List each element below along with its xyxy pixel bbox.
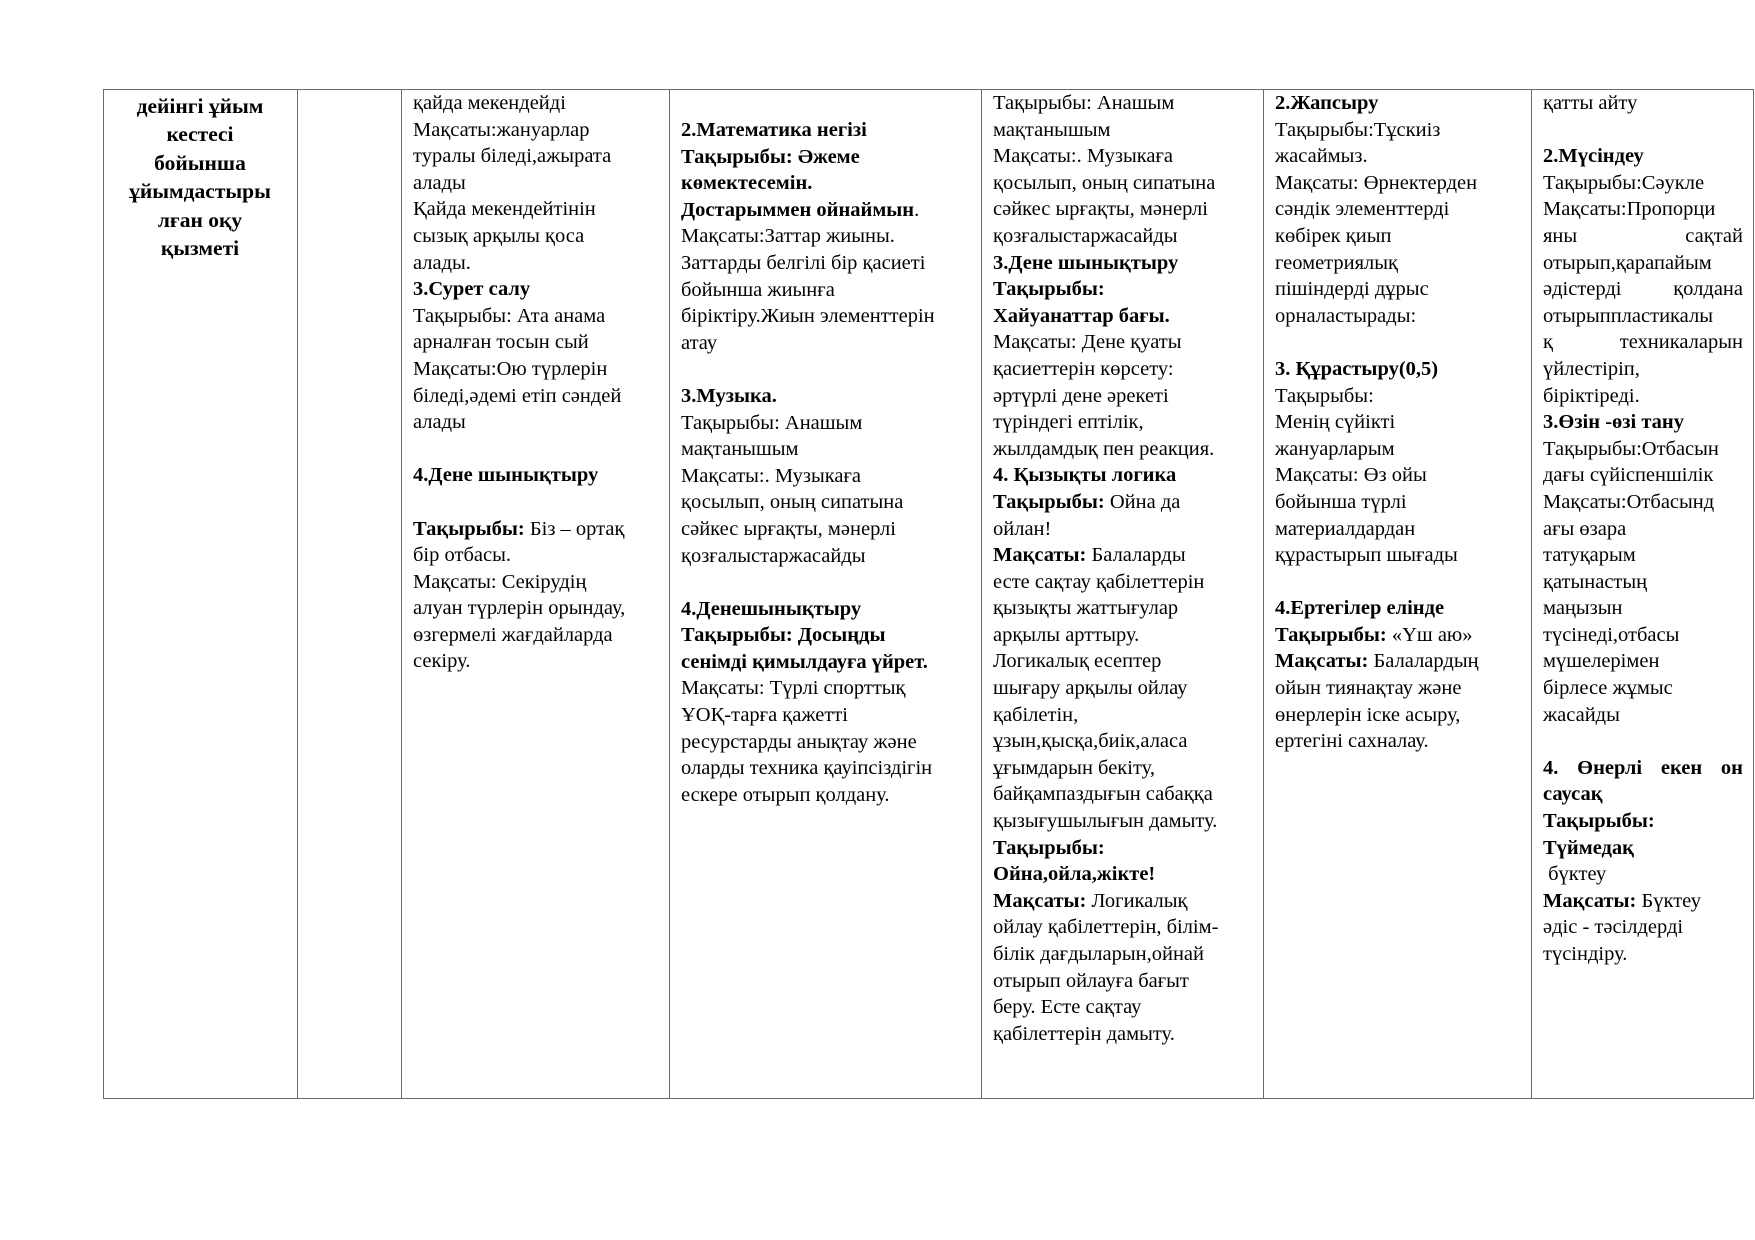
section-heading: 3.Өзін -өзі тану: [1543, 411, 1684, 434]
column-monday: [401, 90, 669, 1098]
column-empty: [297, 90, 401, 1098]
text-line: ескере отырып қолдану.: [681, 783, 890, 806]
text-line: Мақсаты: Дене қуаты: [993, 331, 1182, 354]
text-line: Тақырыбы:: [993, 278, 1105, 301]
section-heading: 2.Математика негізі: [681, 119, 867, 141]
monday-cell: [413, 90, 663, 675]
section-heading: 3.Музыка.: [681, 384, 777, 407]
text-line: Менің сүйікті: [1275, 411, 1396, 434]
text-line: алады: [413, 171, 466, 194]
text-line: Тақырыбы:: [1275, 384, 1374, 407]
text-line: яны сақтай: [1543, 224, 1743, 247]
text-line: Тақырыбы:: [993, 836, 1105, 859]
text-line: Ойна,ойла,жікте!: [993, 863, 1156, 886]
text-line: сызық арқылы қоса: [413, 224, 585, 247]
text-line: материалдардан: [1275, 517, 1416, 540]
text-line: отырып,қарапайым: [1543, 251, 1712, 274]
text-line: Түймедақ: [1543, 836, 1634, 859]
text-line: Мақсаты: Секірудің: [413, 570, 587, 593]
text-line: мақтанышым: [993, 118, 1111, 141]
text-line: ресурстарды анықтау және: [681, 730, 917, 753]
text-line: арналған тосын сый: [413, 331, 589, 354]
text-line: қайда мекендейді: [413, 92, 566, 114]
text-line: ойын тиянақтау және: [1275, 677, 1462, 700]
text-line: пішіндерді дұрыс: [1275, 278, 1429, 301]
text-line: Мақсаты:Заттар жиыны.: [681, 225, 895, 248]
text-line: қызығушылығын дамыту.: [993, 810, 1218, 833]
text-line: қатты айту: [1543, 92, 1638, 114]
text-line: түсіндіру.: [1543, 943, 1628, 965]
wednesday-cell: [993, 90, 1259, 1047]
text-line: арқылы арттыру.: [993, 623, 1140, 646]
text-line: Тақырыбы:Отбасын: [1543, 437, 1719, 460]
text-line: ұзын,қысқа,биік,аласа: [993, 730, 1188, 753]
text-line: түсінеді,отбасы: [1543, 623, 1680, 646]
text-line: алады: [413, 411, 466, 434]
text-line: өзгермелі жағдайларда: [413, 623, 613, 646]
text-line: дағы сүйіспеншілік: [1543, 464, 1714, 487]
text-line: біріктіреді.: [1543, 384, 1640, 407]
column-wednesday: [981, 90, 1263, 1098]
text-line: мақтанышым: [681, 438, 799, 461]
text-line: Тақырыбы:Тұскиіз: [1275, 118, 1441, 141]
text-line: Мақсаты: Өз ойы: [1275, 464, 1427, 487]
text-line: Мақсаты: Түрлі спорттық: [681, 677, 906, 700]
text-line: бүктеу: [1543, 863, 1607, 886]
text-line: есте сақтау қабілеттерін: [993, 570, 1205, 593]
text-line: саусақ: [1543, 783, 1603, 806]
text-line: өнерлерін іске асыру,: [1275, 703, 1461, 726]
text-line: қабілеттерін дамыту.: [993, 1022, 1175, 1045]
text-line: Мақсаты:жануарлар: [413, 118, 590, 141]
text-line: Мақсаты:Пропорци: [1543, 198, 1716, 221]
schedule-table: [103, 89, 1754, 1099]
text-line: Мақсаты:. Музыкаға: [993, 145, 1173, 168]
section-heading: 3.Сурет салу: [413, 278, 531, 301]
text-line: Мақсаты: Логикалық: [993, 889, 1188, 912]
text-line: Мақсаты:. Музыкаға: [681, 464, 861, 487]
text-line: Достарыммен ойнаймын.: [681, 198, 920, 221]
section-heading: 3.Дене шынықтыру: [993, 251, 1179, 274]
text-line: жасаймыз.: [1275, 145, 1368, 168]
text-line: Мақсаты:Ою түрлерін: [413, 357, 608, 380]
text-line: Мақсаты: Өрнектерден: [1275, 171, 1478, 194]
column-thursday: [1263, 90, 1531, 1098]
text-line: Мақсаты:Отбасынд: [1543, 490, 1715, 513]
text-line: Тақырыбы: Анашым: [681, 411, 863, 434]
text-line: сенімді қимылдауға үйрет.: [681, 650, 928, 673]
section-heading: 2.Мүсіндеу: [1543, 145, 1644, 168]
text-line: сәйкес ырғақты, мәнерлі: [681, 517, 896, 540]
text-line: маңызын: [1543, 597, 1623, 620]
text-line: біледі,әдемі етіп сәндей: [413, 384, 622, 407]
section-heading: 4.Денешынықтыру: [681, 597, 862, 620]
text-line: қатынастың: [1543, 570, 1648, 593]
text-line: түріндегі ептілік,: [993, 411, 1144, 434]
text-line: Мақсаты: Балаларды: [993, 544, 1186, 567]
text-line: қызықты жаттығулар: [993, 597, 1179, 620]
text-line: ҰОҚ-тарға қажетті: [681, 704, 848, 727]
text-line: отырыппластикалы: [1543, 304, 1713, 327]
text-line: көмектесемін.: [681, 172, 813, 195]
column-friday: [1531, 90, 1753, 1098]
text-line: жасайды: [1543, 703, 1620, 726]
text-line: Хайуанаттар бағы.: [993, 304, 1170, 327]
header-line: ұйымдастыры: [129, 179, 271, 204]
text-line: атау: [681, 331, 718, 354]
header-line: қызметі: [160, 236, 240, 261]
text-line: бір отбасы.: [413, 544, 511, 567]
text-line: оларды техника қауіпсіздігін: [681, 757, 933, 780]
text-line: шығару арқылы ойлау: [993, 677, 1188, 700]
text-line: бойынша жиынға: [681, 278, 835, 301]
text-line: сәндік элементтерді: [1275, 198, 1450, 221]
text-line: отырып ойлауға бағыт: [993, 969, 1189, 992]
column-activity-header: [104, 90, 297, 1098]
header-line: кестесі: [166, 122, 234, 147]
text-line: Тақырыбы: Досыңды: [681, 624, 886, 647]
text-line: қасиеттерін көрсету:: [993, 357, 1174, 380]
header-cell: [110, 92, 290, 262]
header-line: дейінгі ұйым: [136, 94, 264, 118]
text-line: сәйкес ырғақты, мәнерлі: [993, 198, 1208, 221]
text-line: Логикалық есептер: [993, 650, 1162, 673]
text-line: жануарларым: [1275, 437, 1395, 460]
text-line: білік дағдыларын,ойнай: [993, 943, 1204, 965]
text-line: Тақырыбы: Анашым: [993, 92, 1175, 114]
section-heading: 2.Жапсыру: [1275, 92, 1379, 114]
text-line: Тақырыбы: «Үш аю»: [1275, 623, 1473, 646]
section-heading: 4. Өнерлі екен он: [1543, 756, 1743, 779]
header-line: лған оқу: [157, 207, 243, 232]
text-line: Тақырыбы: Ойна да: [993, 490, 1181, 513]
text-line: орналастырады:: [1275, 304, 1417, 327]
text-line: жылдамдық пен реакция.: [993, 437, 1215, 460]
text-line: әртүрлі дене әрекеті: [993, 384, 1169, 407]
section-heading: 4.Дене шынықтыру: [413, 464, 599, 487]
header-line: бойынша: [154, 150, 246, 175]
text-line: мүшелерімен: [1543, 650, 1660, 673]
text-line: қ техникаларын: [1543, 331, 1743, 354]
section-heading: 4.Ертегілер елінде: [1275, 597, 1445, 620]
text-line: қозғалыстаржасайды: [681, 544, 866, 567]
text-line: ағы өзара: [1543, 517, 1627, 540]
section-heading: 3. Құрастыру(0,5): [1275, 357, 1439, 380]
text-line: Тақырыбы: Әжеме: [681, 145, 860, 168]
text-line: Тақырыбы:: [1543, 810, 1655, 833]
text-line: әдіс - тәсілдерді: [1543, 916, 1684, 939]
text-line: Мақсаты: Бүктеу: [1543, 889, 1702, 912]
text-line: көбірек қиып: [1275, 224, 1392, 247]
text-line: туралы біледі,ажырата: [413, 145, 612, 168]
friday-cell: [1543, 90, 1743, 968]
text-line: қосылып, оның сипатына: [993, 171, 1216, 194]
text-line: алады.: [413, 251, 471, 274]
text-line: құрастырып шығады: [1275, 544, 1458, 567]
text-line: беру. Есте сақтау: [993, 996, 1142, 1019]
text-line: қабілетін,: [993, 703, 1079, 726]
text-line: ойлан!: [993, 517, 1052, 540]
text-line: әдістерді қолдана: [1543, 278, 1743, 301]
text-line: Мақсаты: Балалардың: [1275, 650, 1479, 673]
text-line: ұғымдарын бекіту,: [993, 756, 1155, 779]
text-line: байқампаздығын сабаққа: [993, 783, 1213, 806]
text-line: бірлесе жұмыс: [1543, 677, 1673, 700]
text-line: Қайда мекендейтінін: [413, 198, 596, 221]
text-line: біріктіру.Жиын элементтерін: [681, 305, 935, 328]
text-line: бойынша түрлі: [1275, 490, 1407, 513]
text-line: Тақырыбы: Ата анама: [413, 304, 606, 327]
text-line: алуан түрлерін орындау,: [413, 597, 626, 620]
text-line: Заттарды белгілі бір қасиеті: [681, 251, 926, 274]
text-line: секіру.: [413, 650, 471, 673]
text-line: Тақырыбы:Сәукле: [1543, 171, 1705, 194]
text-line: Тақырыбы: Біз – ортақ: [413, 517, 625, 540]
text-line: ертегіні сахналау.: [1275, 730, 1429, 753]
text-line: татуқарым: [1543, 544, 1636, 567]
tuesday-cell: [681, 117, 977, 808]
thursday-cell: [1275, 90, 1527, 755]
text-line: ойлау қабілеттерін, білім-: [993, 916, 1219, 939]
text-line: қозғалыстаржасайды: [993, 224, 1178, 247]
text-line: қосылып, оның сипатына: [681, 491, 904, 514]
column-tuesday: [669, 90, 981, 1098]
section-heading: 4. Қызықты логика: [993, 464, 1177, 487]
text-line: үйлестіріп,: [1543, 357, 1640, 380]
text-line: геометриялық: [1275, 251, 1398, 274]
